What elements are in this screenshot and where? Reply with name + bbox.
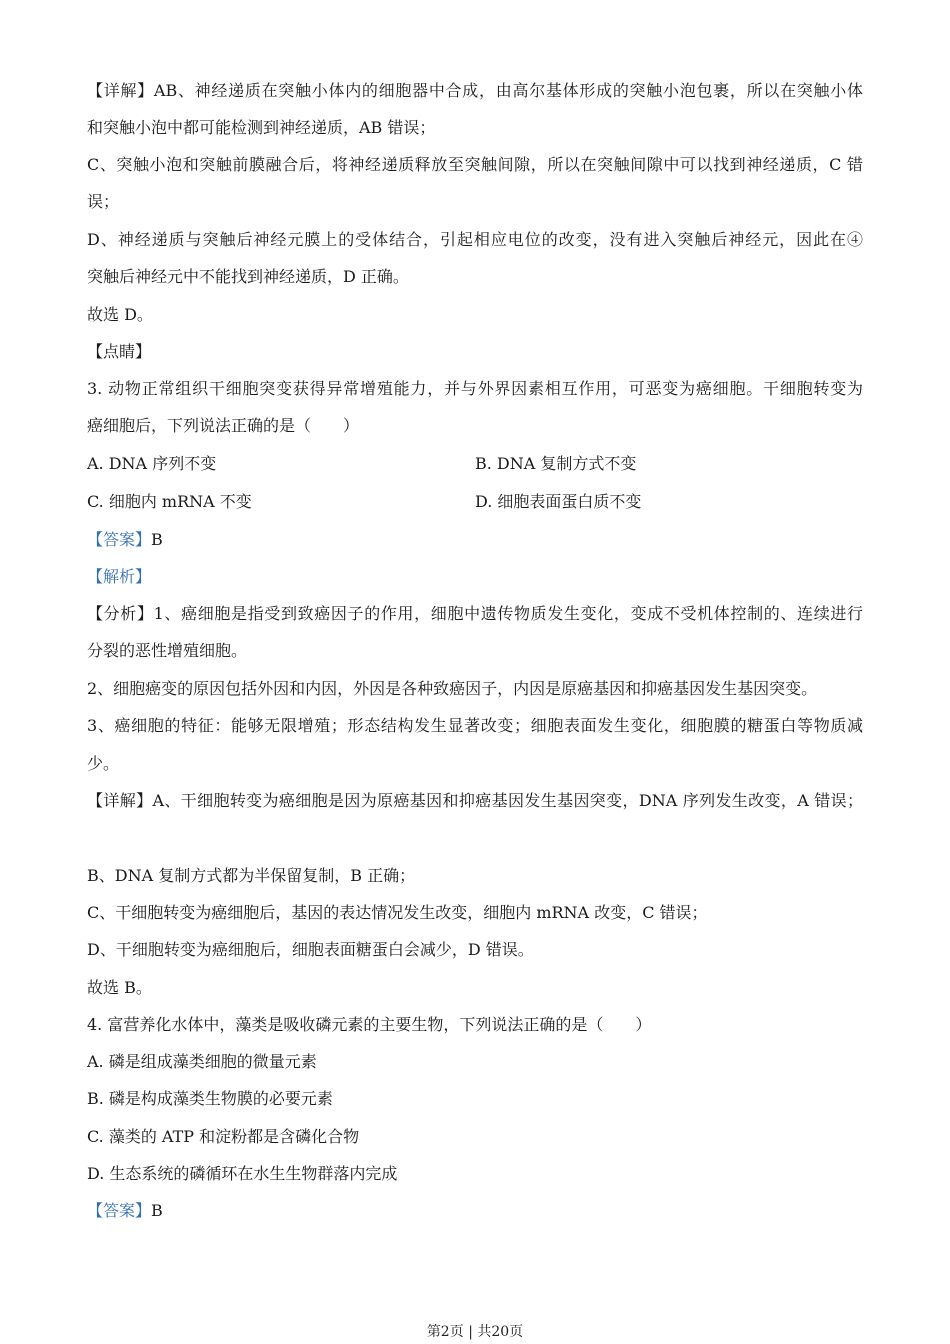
q2-detail-line-4: 误； xyxy=(87,192,120,211)
q3-detail-line-4: D、干细胞转变为癌细胞后，细胞表面糖蛋白会减少，D 错误。 xyxy=(87,940,534,959)
q3-answer-value: B xyxy=(151,530,163,549)
q3-option-b: B. DNA 复制方式不变 xyxy=(475,454,637,473)
q3-options-row-2 xyxy=(87,491,863,513)
q3-analysis-line-1: 【分析】1、癌细胞是指受到致癌因子的作用，细胞中遗传物质发生变化，变成不受机体控制的、连续进行 xyxy=(87,604,863,623)
q2-detail-line-5: D、神经递质与突触后神经元膜上的受体结合，引起相应电位的改变，没有进入突触后神经元，因此在④ xyxy=(87,230,863,249)
q3-answer-label: 【答案】 xyxy=(87,530,152,549)
q4-answer xyxy=(87,1200,863,1222)
page-footer xyxy=(0,1323,950,1341)
q2-detail-line-2: 和突触小泡中都可能检测到神经递质，AB 错误； xyxy=(87,118,436,137)
q3-stem-line-2: 癌细胞后，下列说法正确的是（ ） xyxy=(87,416,360,435)
q3-analysis-label: 【解析】 xyxy=(87,567,152,586)
q3-stem-line-1: 3. 动物正常组织干细胞突变获得异常增殖能力，并与外界因素相互作用，可恶变为癌细胞。干细胞转变为 xyxy=(87,379,863,398)
q3-conclusion: 故选 B。 xyxy=(87,978,152,997)
q3-analysis-line-2: 分裂的恶性增殖细胞。 xyxy=(87,641,248,660)
q3-detail-line-3: C、干细胞转变为癌细胞后，基因的表达情况发生改变，细胞内 mRNA 改变，C 错误； xyxy=(87,903,708,922)
q3-detail-line-1: 【详解】A、干细胞转变为癌细胞是因为原癌基因和抑癌基因发生基因突变，DNA 序列发生改变，A 错误； xyxy=(87,791,863,810)
q2-comment-label: 【点睛】 xyxy=(87,342,152,361)
page-total: 共20页 xyxy=(477,1324,524,1340)
q2-detail-line-3: C、突触小泡和突触前膜融合后，将神经递质释放至突触间隙，所以在突触间隙中可以找到神经递质，C 错 xyxy=(87,155,863,174)
q2-detail-line-6: 突触后神经元中不能找到神经递质，D 正确。 xyxy=(87,267,409,286)
q4-option-b: B. 磷是构成藻类生物膜的必要元素 xyxy=(87,1089,333,1108)
q2-detail-line-1: 【详解】AB、神经递质在突触小体内的细胞器中合成，由高尔基体形成的突触小泡包裹，所以在突触小体 xyxy=(87,81,863,100)
footer-separator: | xyxy=(468,1324,473,1340)
q3-option-a: A. DNA 序列不变 xyxy=(87,454,217,473)
q3-detail-line-2: B、DNA 复制方式都为半保留复制，B 正确； xyxy=(87,866,416,885)
page-number: 第2页 xyxy=(426,1324,464,1340)
q3-analysis-line-5: 少。 xyxy=(87,754,120,773)
q4-answer-label: 【答案】 xyxy=(87,1201,152,1220)
q3-analysis-line-3: 2、细胞癌变的原因包括外因和内因，外因是各种致癌因子，内因是原癌基因和抑癌基因发生基因突变。 xyxy=(87,679,818,698)
q4-option-a: A. 磷是组成藻类细胞的微量元素 xyxy=(87,1052,317,1071)
q4-option-c: C. 藻类的 ATP 和淀粉都是含磷化合物 xyxy=(87,1127,360,1146)
q2-conclusion: 故选 D。 xyxy=(87,305,153,324)
q3-option-d: D. 细胞表面蛋白质不变 xyxy=(475,492,642,511)
q4-answer-value: B xyxy=(151,1201,163,1220)
q3-analysis-line-4: 3、癌细胞的特征：能够无限增殖；形态结构发生显著改变；细胞表面发生变化，细胞膜的糖蛋白等物质减 xyxy=(87,716,863,735)
q3-answer xyxy=(87,529,863,551)
q3-option-c: C. 细胞内 mRNA 不变 xyxy=(87,492,252,511)
q4-stem: 4. 富营养化水体中，藻类是吸收磷元素的主要生物，下列说法正确的是（ ） xyxy=(87,1015,652,1034)
q4-option-d: D. 生态系统的磷循环在水生生物群落内完成 xyxy=(87,1164,398,1183)
q3-options-row-1 xyxy=(87,453,863,475)
